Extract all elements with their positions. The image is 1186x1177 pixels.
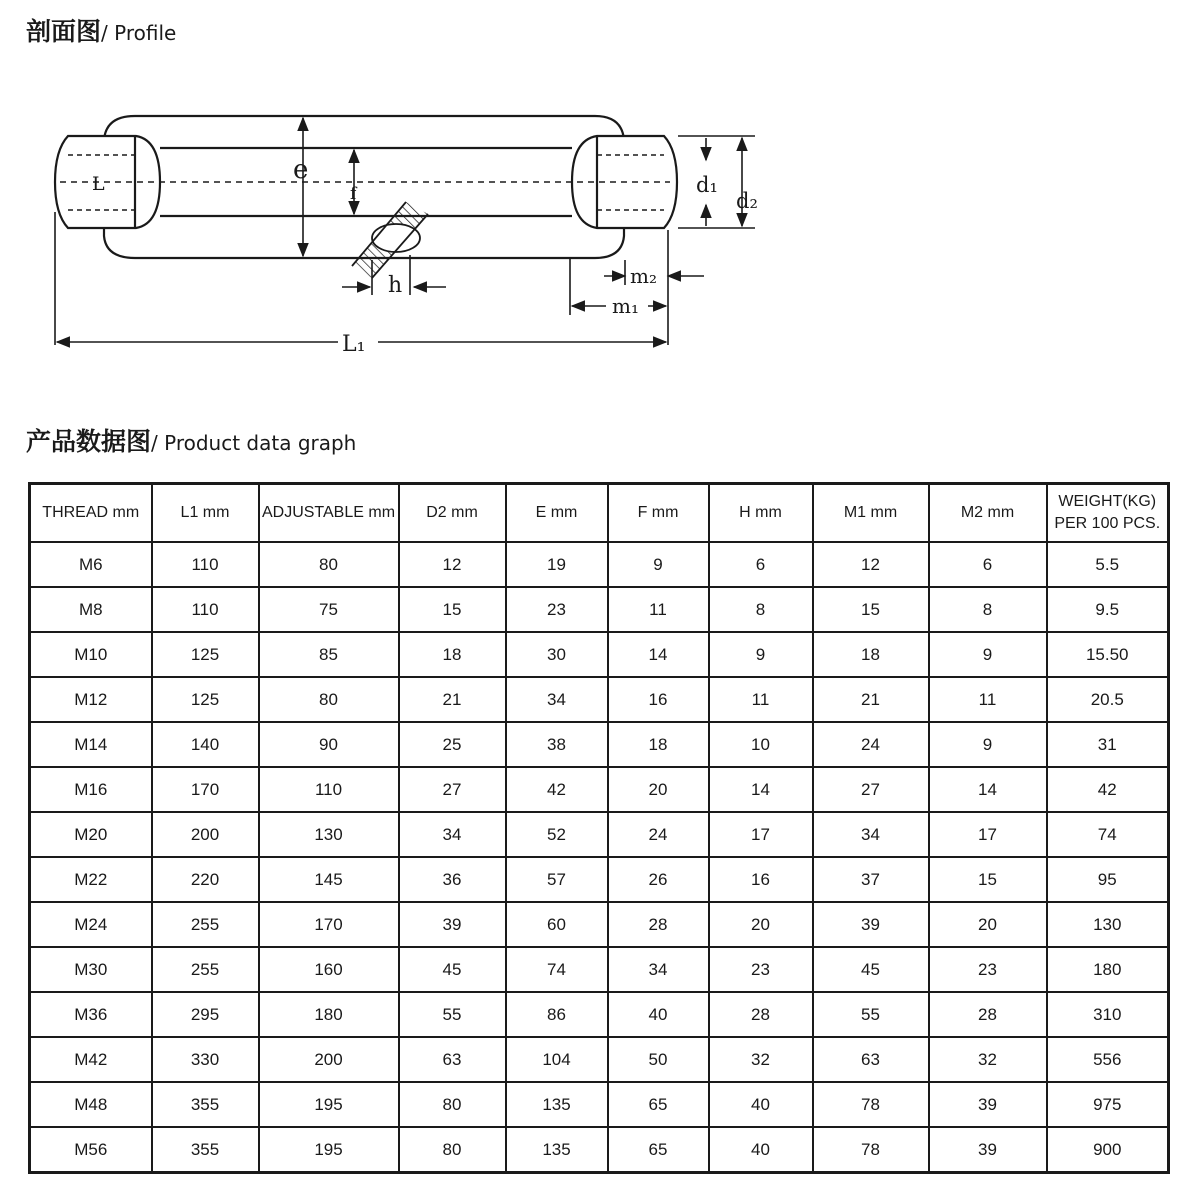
column-header: WEIGHT(KG) PER 100 PCS.	[1047, 484, 1169, 543]
table-cell: 23	[709, 947, 813, 992]
table-cell: 18	[608, 722, 709, 767]
table-row	[30, 812, 1169, 857]
table-cell: 135	[506, 1127, 608, 1173]
table-cell: 160	[259, 947, 399, 992]
table-cell: M6	[30, 542, 152, 587]
table-cell: 255	[152, 902, 259, 947]
table-cell: 34	[813, 812, 929, 857]
table-cell: 28	[929, 992, 1047, 1037]
table-row	[30, 1037, 1169, 1082]
table-cell: 15	[929, 857, 1047, 902]
table-cell: 40	[709, 1127, 813, 1173]
column-header: H mm	[709, 484, 813, 543]
table-cell: 255	[152, 947, 259, 992]
table-cell: M8	[30, 587, 152, 632]
table-cell: 45	[813, 947, 929, 992]
table-cell: 45	[399, 947, 506, 992]
table-cell: 28	[709, 992, 813, 1037]
table-row	[30, 902, 1169, 947]
table-cell: 330	[152, 1037, 259, 1082]
table-cell: M36	[30, 992, 152, 1037]
table-cell: 900	[1047, 1127, 1169, 1173]
table-cell: 85	[259, 632, 399, 677]
table-cell: M56	[30, 1127, 152, 1173]
table-cell: 15	[813, 587, 929, 632]
column-header: F mm	[608, 484, 709, 543]
table-cell: 180	[1047, 947, 1169, 992]
label-e: e	[293, 155, 309, 185]
table-cell: 65	[608, 1127, 709, 1173]
table-cell: 145	[259, 857, 399, 902]
label-L: L	[92, 173, 105, 195]
table-cell: 15.50	[1047, 632, 1169, 677]
table-cell: 23	[929, 947, 1047, 992]
table-cell: 34	[608, 947, 709, 992]
table-cell: M12	[30, 677, 152, 722]
table-cell: M24	[30, 902, 152, 947]
table-cell: 11	[709, 677, 813, 722]
table-cell: 8	[929, 587, 1047, 632]
table-cell: 20	[709, 902, 813, 947]
table-row	[30, 1127, 1169, 1173]
table-cell: 28	[608, 902, 709, 947]
label-m1: m₁	[612, 294, 639, 318]
table-cell: 310	[1047, 992, 1169, 1037]
profile-heading-en: / Profile	[101, 21, 177, 45]
table-cell: 21	[399, 677, 506, 722]
table-cell: 125	[152, 677, 259, 722]
table-cell: 9.5	[1047, 587, 1169, 632]
column-header: D2 mm	[399, 484, 506, 543]
table-cell: 6	[709, 542, 813, 587]
product-data-table	[28, 482, 1170, 1174]
data-graph-heading	[26, 422, 356, 458]
table-cell: 55	[813, 992, 929, 1037]
table-cell: 63	[813, 1037, 929, 1082]
table-cell: 9	[709, 632, 813, 677]
table-row	[30, 587, 1169, 632]
hatched-section	[352, 202, 428, 278]
profile-heading-cn: 剖面图	[26, 17, 102, 46]
table-cell: 86	[506, 992, 608, 1037]
table-row	[30, 677, 1169, 722]
data-graph-heading-en: / Product data graph	[151, 431, 357, 455]
table-cell: 12	[399, 542, 506, 587]
table-cell: 170	[152, 767, 259, 812]
table-cell: 200	[152, 812, 259, 857]
table-row	[30, 857, 1169, 902]
table-cell: 130	[259, 812, 399, 857]
column-header: ADJUSTABLE mm	[259, 484, 399, 543]
turnbuckle-profile-diagram	[0, 0, 800, 380]
table-cell: 556	[1047, 1037, 1169, 1082]
table-cell: 37	[813, 857, 929, 902]
table-cell: 39	[813, 902, 929, 947]
column-header: M2 mm	[929, 484, 1047, 543]
frame-outline	[104, 116, 624, 258]
table-cell: 21	[813, 677, 929, 722]
center-bar	[160, 148, 572, 216]
table-row	[30, 767, 1169, 812]
table-cell: 9	[929, 632, 1047, 677]
table-cell: 14	[929, 767, 1047, 812]
label-h: h	[388, 273, 403, 298]
table-cell: 11	[608, 587, 709, 632]
table-cell: 78	[813, 1127, 929, 1173]
table-cell: 25	[399, 722, 506, 767]
table-cell: 140	[152, 722, 259, 767]
table-cell: 95	[1047, 857, 1169, 902]
table-cell: 130	[1047, 902, 1169, 947]
table-cell: 39	[399, 902, 506, 947]
table-cell: 31	[1047, 722, 1169, 767]
table-cell: 18	[813, 632, 929, 677]
label-L1: L₁	[342, 332, 366, 357]
table-cell: 74	[506, 947, 608, 992]
table-cell: 9	[608, 542, 709, 587]
table-cell: 39	[929, 1082, 1047, 1127]
table-row	[30, 542, 1169, 587]
table-cell: 10	[709, 722, 813, 767]
table-cell: 50	[608, 1037, 709, 1082]
table-cell: 180	[259, 992, 399, 1037]
table-cell: M48	[30, 1082, 152, 1127]
table-cell: 38	[506, 722, 608, 767]
table-cell: 975	[1047, 1082, 1169, 1127]
table-cell: 16	[709, 857, 813, 902]
table-cell: 26	[608, 857, 709, 902]
table-cell: 195	[259, 1127, 399, 1173]
label-d1: d₁	[696, 173, 718, 197]
table-cell: 52	[506, 812, 608, 857]
table-cell: 16	[608, 677, 709, 722]
table-cell: 34	[506, 677, 608, 722]
table-cell: 42	[506, 767, 608, 812]
table-cell: 30	[506, 632, 608, 677]
table-cell: 55	[399, 992, 506, 1037]
label-m2: m₂	[630, 264, 657, 288]
table-cell: 14	[608, 632, 709, 677]
table-cell: 195	[259, 1082, 399, 1127]
table-cell: 5.5	[1047, 542, 1169, 587]
table-cell: 295	[152, 992, 259, 1037]
table-cell: 42	[1047, 767, 1169, 812]
table-cell: 36	[399, 857, 506, 902]
table-cell: 90	[259, 722, 399, 767]
table-cell: M30	[30, 947, 152, 992]
table-cell: 9	[929, 722, 1047, 767]
table-cell: 27	[813, 767, 929, 812]
table-cell: 19	[506, 542, 608, 587]
table-cell: 80	[259, 542, 399, 587]
table-cell: 80	[399, 1082, 506, 1127]
table-cell: 15	[399, 587, 506, 632]
table-cell: 110	[152, 542, 259, 587]
table-cell: 104	[506, 1037, 608, 1082]
table-cell: 39	[929, 1127, 1047, 1173]
table-cell: 23	[506, 587, 608, 632]
table-cell: 11	[929, 677, 1047, 722]
table-cell: 27	[399, 767, 506, 812]
table-cell: 355	[152, 1127, 259, 1173]
table-cell: 80	[399, 1127, 506, 1173]
table-cell: 355	[152, 1082, 259, 1127]
table-cell: 40	[608, 992, 709, 1037]
table-cell: 17	[929, 812, 1047, 857]
table-cell: 8	[709, 587, 813, 632]
table-cell: 78	[813, 1082, 929, 1127]
table-cell: 125	[152, 632, 259, 677]
table-cell: 74	[1047, 812, 1169, 857]
table-cell: 60	[506, 902, 608, 947]
table-cell: 110	[152, 587, 259, 632]
table-header-row	[30, 484, 1169, 543]
table-cell: 24	[608, 812, 709, 857]
table-cell: 20.5	[1047, 677, 1169, 722]
table-row	[30, 992, 1169, 1037]
table-cell: 65	[608, 1082, 709, 1127]
label-d2: d₂	[736, 189, 758, 213]
table-cell: M42	[30, 1037, 152, 1082]
table-cell: 17	[709, 812, 813, 857]
table-cell: 170	[259, 902, 399, 947]
table-cell: 32	[709, 1037, 813, 1082]
table-cell: 24	[813, 722, 929, 767]
table-cell: 200	[259, 1037, 399, 1082]
table-cell: 20	[929, 902, 1047, 947]
column-header: M1 mm	[813, 484, 929, 543]
table-cell: M10	[30, 632, 152, 677]
table-cell: 12	[813, 542, 929, 587]
table-row	[30, 632, 1169, 677]
column-header: E mm	[506, 484, 608, 543]
table-cell: 18	[399, 632, 506, 677]
table-cell: 63	[399, 1037, 506, 1082]
table-cell: 80	[259, 677, 399, 722]
table-cell: 14	[709, 767, 813, 812]
table-cell: 34	[399, 812, 506, 857]
table-cell: 20	[608, 767, 709, 812]
table-cell: 40	[709, 1082, 813, 1127]
label-f: f	[350, 184, 357, 204]
table-cell: M14	[30, 722, 152, 767]
table-cell: 75	[259, 587, 399, 632]
table-cell: 32	[929, 1037, 1047, 1082]
table-cell: M16	[30, 767, 152, 812]
table-cell: 110	[259, 767, 399, 812]
table-row	[30, 1082, 1169, 1127]
column-header: THREAD mm	[30, 484, 152, 543]
table-row	[30, 722, 1169, 767]
table-cell: 57	[506, 857, 608, 902]
table-cell: 135	[506, 1082, 608, 1127]
table-row	[30, 947, 1169, 992]
table-cell: 6	[929, 542, 1047, 587]
column-header: L1 mm	[152, 484, 259, 543]
table-cell: M22	[30, 857, 152, 902]
table-cell: M20	[30, 812, 152, 857]
data-graph-heading-cn: 产品数据图	[26, 427, 152, 456]
table-cell: 220	[152, 857, 259, 902]
